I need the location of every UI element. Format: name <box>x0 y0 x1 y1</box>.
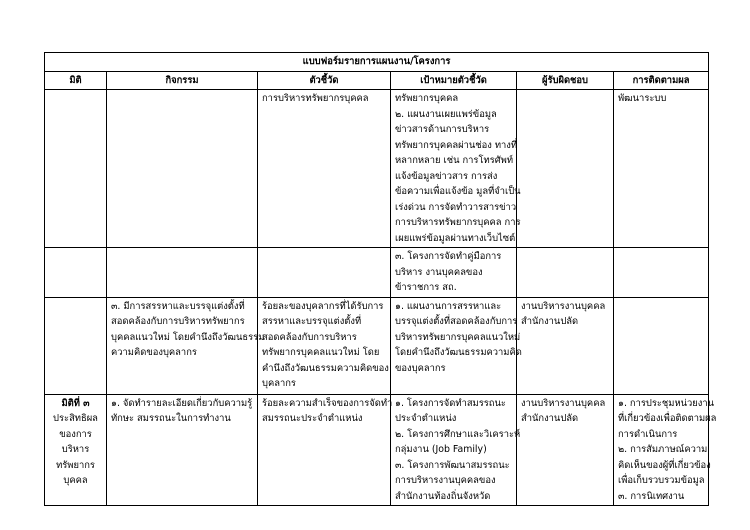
cell-dimension <box>45 90 107 248</box>
header-followup: การติดตามผล <box>614 71 709 90</box>
form-title: แบบฟอร์มรายการแผนงาน/โครงการ <box>45 53 709 72</box>
cell-dimension <box>45 297 107 394</box>
cell-indicator <box>258 297 391 394</box>
dimension-line: บุคคล <box>63 475 88 486</box>
cell-activity <box>107 248 258 298</box>
followup-line: เพื่อเก็บรวบรวมข้อมูล <box>618 475 705 486</box>
activity-line: ความคิดของบุคลากร <box>111 347 197 358</box>
target-line: ของบุคลากร <box>395 362 446 374</box>
header-target: เป้าหมายตัวชี้วัด <box>391 71 517 90</box>
indicator-line: การบริหารทรัพยากรบุคคล <box>262 93 369 104</box>
cell-dimension <box>45 248 107 298</box>
cell-followup <box>614 90 709 248</box>
dimension-line: ประสิทธิผล <box>53 413 98 424</box>
indicator-line: ร้อยละความสำเร็จของการจัดทำ <box>262 397 393 409</box>
cell-followup <box>614 394 717 506</box>
cell-indicator <box>258 90 391 248</box>
followup-line: การดำเนินการ <box>618 428 678 440</box>
cell-responsible <box>517 90 614 248</box>
target-line: ทรัพยากรบุคคล <box>395 93 459 104</box>
cell-target <box>391 297 522 394</box>
cell-activity <box>107 394 258 506</box>
target-line: เร่งด่วน การจัดทำวารสารข่าว <box>395 201 517 213</box>
plan-form-table <box>44 52 717 506</box>
header-dimension: มิติ <box>45 71 107 90</box>
target-line: ๓. โครงการพัฒนาสมรรถนะ <box>395 459 510 471</box>
target-line: ๑. โครงการจัดทำสมรรถนะ <box>395 397 506 409</box>
followup-line: ที่เกี่ยวข้องเพื่อติดตามผล <box>618 413 717 424</box>
cell-responsible <box>517 297 614 394</box>
dimension-line: บริหาร <box>61 444 90 455</box>
dimension-line: ของการ <box>59 428 92 440</box>
target-line: ๒. แผนงานเผยแพร่ข้อมูล <box>395 108 497 120</box>
cell-dimension <box>45 394 107 506</box>
indicator-line: บุคลากร <box>262 378 296 389</box>
indicator-line: คำนึงถึงวัฒนธรรมความคิดของ <box>262 362 389 374</box>
activity-line: สอดคล้องกับการบริหารทรัพยากร <box>111 316 245 327</box>
cell-responsible <box>517 248 614 298</box>
dimension-title: มิติที่ ๓ <box>61 397 90 409</box>
target-line: บริหารทรัพยากรบุคคลแนวใหม่ <box>395 331 521 343</box>
indicator-line: สรรหาและบรรจุแต่งตั้งที่ <box>262 316 362 327</box>
responsible-line: สำนักงานปลัด <box>521 413 579 424</box>
followup-line: ๒. การสัมภาษณ์ความ <box>618 444 708 455</box>
target-line: ทรัพยากรบุคคลผ่านช่อง ทางที่ <box>395 139 518 151</box>
activity-line: ทักษะ สมรรถนะในการทำงาน <box>111 413 231 424</box>
indicator-line: สมรรถนะประจำตำแหน่ง <box>262 413 363 424</box>
followup-line: คิดเห็นของผู้ที่เกี่ยวข้อง <box>618 459 711 471</box>
target-line: ข้าราชการ สถ. <box>395 282 457 293</box>
table-row <box>45 297 709 394</box>
cell-target <box>391 248 517 298</box>
header-activity: กิจกรรม <box>107 71 258 90</box>
cell-indicator <box>258 248 391 298</box>
cell-target <box>391 90 521 248</box>
target-line: ๓. โครงการจัดทำคู่มือการ <box>395 251 502 262</box>
target-line: หลากหลาย เช่น การโทรศัพท์ <box>395 155 514 166</box>
target-line: บรรจุแต่งตั้งที่สอดคล้องกับการ <box>395 316 518 327</box>
target-line: บริหาร งานบุคคลของ <box>395 266 483 278</box>
target-line: ๒. โครงการศึกษาและวิเคราะห์ <box>395 428 521 440</box>
table-row <box>45 90 709 248</box>
indicator-line: ร้อยละของบุคลากรที่ได้รับการ <box>262 300 384 312</box>
target-line: กลุ่มงาน (Job Family) <box>395 444 487 455</box>
activity-line: ๓. มีการสรรหาและบรรจุแต่งตั้งที่ <box>111 300 245 312</box>
target-line: ๑. แผนงานการสรรหาและ <box>395 300 502 312</box>
target-line: แจ้งข้อมูลข่าวสาร การส่ง <box>395 170 498 182</box>
followup-line: ๑. การประชุมหน่วยงาน <box>618 397 715 409</box>
activity-line: ๑. จัดทำรายละเอียดเกี่ยวกับความรู้ <box>111 397 253 409</box>
indicator-line: ทรัพยากรบุคคลแนวใหม่ โดย <box>262 347 380 358</box>
indicator-line: สอดคล้องกับการบริหาร <box>262 331 357 343</box>
cell-responsible <box>517 394 614 506</box>
target-line: ข่าวสารด้านการบริหาร <box>395 124 490 135</box>
cell-followup <box>614 297 709 394</box>
dimension-line: ทรัพยากร <box>56 459 95 471</box>
followup-line: ๓. การนิเทศงาน <box>618 490 685 502</box>
activity-line: บุคคลแนวใหม่ โดยคำนึงถึงวัฒนธรรม <box>111 331 265 343</box>
table-row <box>45 394 709 506</box>
responsible-line: งานบริหารงานบุคคล <box>521 300 606 312</box>
followup-line: พัฒนาระบบ <box>618 93 667 104</box>
header-indicator: ตัวชี้วัด <box>258 71 391 90</box>
cell-target <box>391 394 521 506</box>
responsible-line: งานบริหารงานบุคคล <box>521 397 606 409</box>
table-row <box>45 248 709 298</box>
header-responsible: ผู้รับผิดชอบ <box>517 71 614 90</box>
cell-activity <box>107 297 265 394</box>
cell-indicator <box>258 394 391 506</box>
responsible-line: สำนักงานปลัด <box>521 316 579 327</box>
cell-followup <box>614 248 709 298</box>
target-line: เผยแพร่ข้อมูลผ่านทางเว็บไซต์ <box>395 232 516 244</box>
target-line: ข้อความเพื่อแจ้งข้อ มูลที่จำเป็น <box>395 186 521 197</box>
target-line: โดยคำนึงถึงวัฒนธรรมความคิด <box>395 347 522 358</box>
target-line: การบริหารทรัพยากรบุคคล การ <box>395 217 521 228</box>
cell-activity <box>107 90 258 248</box>
target-line: การบริหารงานบุคคลของ <box>395 475 496 486</box>
target-line: สำนักงานท้องถิ่นจังหวัด <box>395 490 491 502</box>
target-line: ประจำตำแหน่ง <box>395 413 457 424</box>
